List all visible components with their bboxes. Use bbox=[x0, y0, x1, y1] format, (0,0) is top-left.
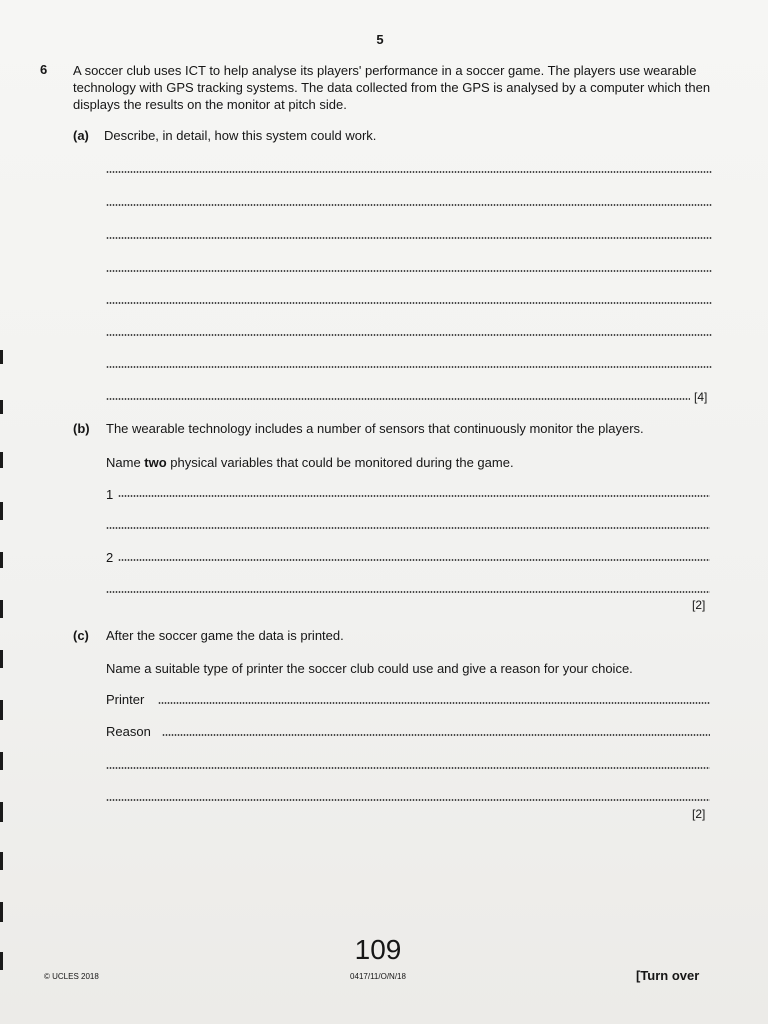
answer-line-b-1[interactable] bbox=[118, 495, 710, 497]
binding-mark bbox=[0, 350, 3, 364]
binding-mark bbox=[0, 902, 3, 922]
answer-line-b-1-cont[interactable] bbox=[106, 527, 710, 529]
answer-label-1: 1 bbox=[106, 487, 114, 502]
answer-line-b-2-cont[interactable] bbox=[106, 591, 710, 593]
part-c-marks: [2] bbox=[692, 807, 706, 821]
part-a-label: (a) bbox=[73, 128, 89, 143]
instruction-emphasis: two bbox=[144, 455, 167, 470]
answer-line-printer[interactable] bbox=[158, 702, 710, 704]
binding-mark bbox=[0, 552, 3, 568]
binding-mark bbox=[0, 600, 3, 618]
part-c-instruction: Name a suitable type of printer the soccer club could use and give a reason for your choice. bbox=[106, 661, 633, 676]
binding-mark bbox=[0, 650, 3, 668]
handwritten-page-number: 109 bbox=[354, 934, 402, 965]
answer-line-c-3[interactable] bbox=[106, 767, 710, 769]
part-a-prompt: Describe, in detail, how this system could work. bbox=[104, 128, 377, 143]
answer-label-2: 2 bbox=[106, 550, 114, 565]
answer-line-b-2[interactable] bbox=[118, 559, 710, 561]
part-c-prompt: After the soccer game the data is printed. bbox=[106, 628, 344, 643]
printer-label: Printer bbox=[106, 692, 145, 707]
answer-line-a-4[interactable] bbox=[106, 270, 712, 272]
answer-line-a-5[interactable] bbox=[106, 302, 712, 304]
answer-line-a-1[interactable] bbox=[106, 171, 712, 173]
copyright: © UCLES 2018 bbox=[44, 972, 99, 981]
page-number: 5 bbox=[376, 32, 384, 47]
answer-line-a-6[interactable] bbox=[106, 334, 712, 336]
binding-mark bbox=[0, 802, 3, 822]
answer-line-a-8[interactable] bbox=[106, 398, 690, 400]
binding-mark bbox=[0, 852, 3, 870]
turn-over: [Turn over bbox=[636, 968, 700, 983]
part-a-marks: [4] bbox=[694, 390, 708, 404]
answer-line-a-7[interactable] bbox=[106, 366, 712, 368]
answer-line-reason[interactable] bbox=[162, 734, 710, 736]
answer-line-c-4[interactable] bbox=[106, 799, 710, 801]
binding-mark bbox=[0, 700, 3, 720]
binding-mark bbox=[0, 752, 3, 770]
instruction-pre: Name bbox=[106, 455, 145, 470]
reason-label: Reason bbox=[106, 724, 151, 739]
answer-line-a-3[interactable] bbox=[106, 237, 712, 239]
binding-mark bbox=[0, 452, 3, 468]
part-b-label: (b) bbox=[73, 421, 90, 436]
question-number: 6 bbox=[40, 62, 48, 77]
part-b-marks: [2] bbox=[692, 598, 706, 612]
part-b-prompt: The wearable technology includes a number of sensors that continuously monitor the players. bbox=[106, 421, 644, 436]
instruction-post: physical variables that could be monitored during the game. bbox=[166, 455, 514, 470]
binding-mark bbox=[0, 502, 3, 520]
paper-code: 0417/11/O/N/18 bbox=[350, 972, 406, 981]
question-text: A soccer club uses ICT to help analyse its players' performance in a soccer game. The players use wearable technology with GPS tracking systems. The data collected from the GPS is analysed by a computer which then displays the results on the monitor at pitch side. bbox=[73, 63, 711, 112]
part-c-label: (c) bbox=[73, 628, 89, 643]
binding-mark bbox=[0, 400, 3, 414]
part-b-instruction bbox=[106, 455, 514, 470]
answer-line-a-2[interactable] bbox=[106, 204, 712, 206]
